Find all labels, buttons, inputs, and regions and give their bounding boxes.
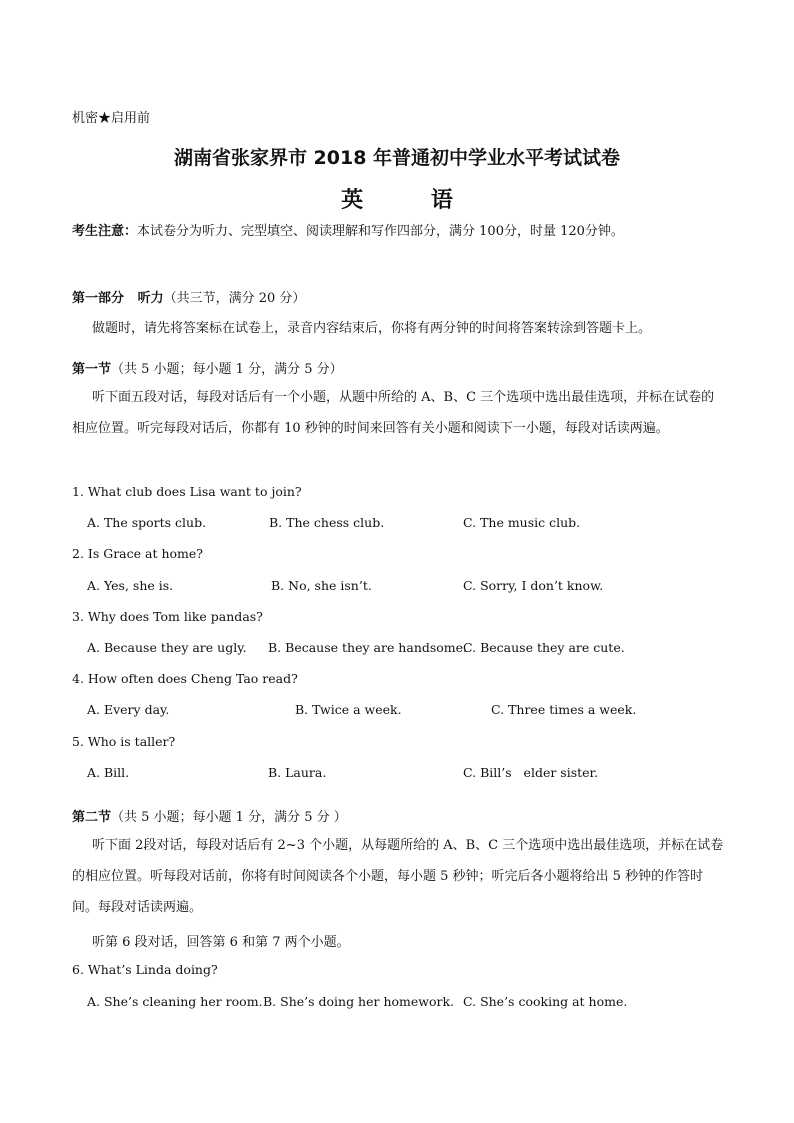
section1-note: （共 5 小题；每小题 1 分，满分 5 分） [111,362,343,377]
question-3-option-a: A. Because they are ugly. [87,640,247,655]
section2-note: （共 5 小题；每小题 1 分，满分 5 分 ） [111,810,347,825]
question-4-option-b: B. Twice a week. [295,702,402,717]
question-5-option-a: A. Bill. [87,765,130,780]
question-4-option-c: C. Three times a week. [491,702,637,717]
question-4-option-a: A. Every day. [87,702,170,717]
part1-heading [72,287,305,306]
notice-label: 考生注意： [72,224,138,239]
question-5-stem: 5. Who is taller? [72,734,176,749]
question-3-stem: 3. Why does Tom like pandas? [72,609,263,624]
section1-title: 第一节 [72,362,112,377]
question-5-option-b: B. Laura. [268,765,327,780]
section1-instruction: 听下面五段对话，每段对话后有一个小题，从题中所给的 A、B、C 三个选项中选出最佳选项，并标在试卷的相应位置。听完每段对话后，你都有 10 秒钟的时间来回答有关小题和阅读下一小题，每段对话读两遍。 [72,390,715,436]
question-6-option-a: A. She’s cleaning her room. [87,994,263,1009]
question-6-stem: 6. What’s Linda doing? [72,962,218,977]
question-5-option-c: C. Bill’s elder sister. [463,765,599,780]
question-6-option-c: C. She’s cooking at home. [463,994,628,1009]
notice-text: 本试卷分为听力、完型填空、阅读理解和写作四部分，满分 100分，时量 120分钟。 [137,224,624,239]
question-3-option-c: C. Because they are cute. [463,640,625,655]
question-2-option-a: A. Yes, she is. [87,578,174,593]
question-2-option-b: B. No, she isn’t. [271,578,372,593]
section2-instruction: 听下面 2段对话，每段对话后有 2~3 个小题，从每题所给的 A、B、C 三个选项中选出最佳选项，并标在试卷的相应位置。听每段对话前，你将有时间阅读各个小题，每小题 5 秒钟；听完后各小题将给出 5 秒钟的作答时间。每段对话读两遍。 [72,838,724,915]
part1-note: （共三节，满分 20 分） [163,291,306,306]
part1-title: 第一部分 听力 [72,291,164,306]
confidential-mark: 机密★启用前 [72,111,151,126]
question-1-option-a: A. The sports club. [87,515,207,530]
question-3-option-b: B. Because they are handsome. [268,640,468,655]
part1-instruction: 做题时，请先将答案标在试卷上，录音内容结束后，你将有两分钟的时间将答案转涂到答题卡上。 [92,321,652,336]
question-1-option-c: C. The music club. [463,515,581,530]
question-2-option-c: C. Sorry, I don’t know. [463,578,604,593]
question-2-stem: 2. Is Grace at home? [72,546,203,561]
question-6-option-b: B. She’s doing her homework. [263,994,455,1009]
section2-title: 第二节 [72,810,112,825]
question-1-option-b: B. The chess club. [269,515,385,530]
exam-notice [72,220,624,239]
question-1-stem: 1. What club does Lisa want to join? [72,484,302,499]
section2-heading [72,806,347,825]
exam-title: 湖南省张家界市 2018 年普通初中学业水平考试试卷 [173,147,621,169]
dialog-6-note: 听第 6 段对话，回答第 6 和第 7 两个小题。 [92,935,350,950]
question-4-stem: 4. How often does Cheng Tao read? [72,671,298,686]
section1-heading [72,358,343,377]
subject-title: 英 语 [341,188,483,213]
